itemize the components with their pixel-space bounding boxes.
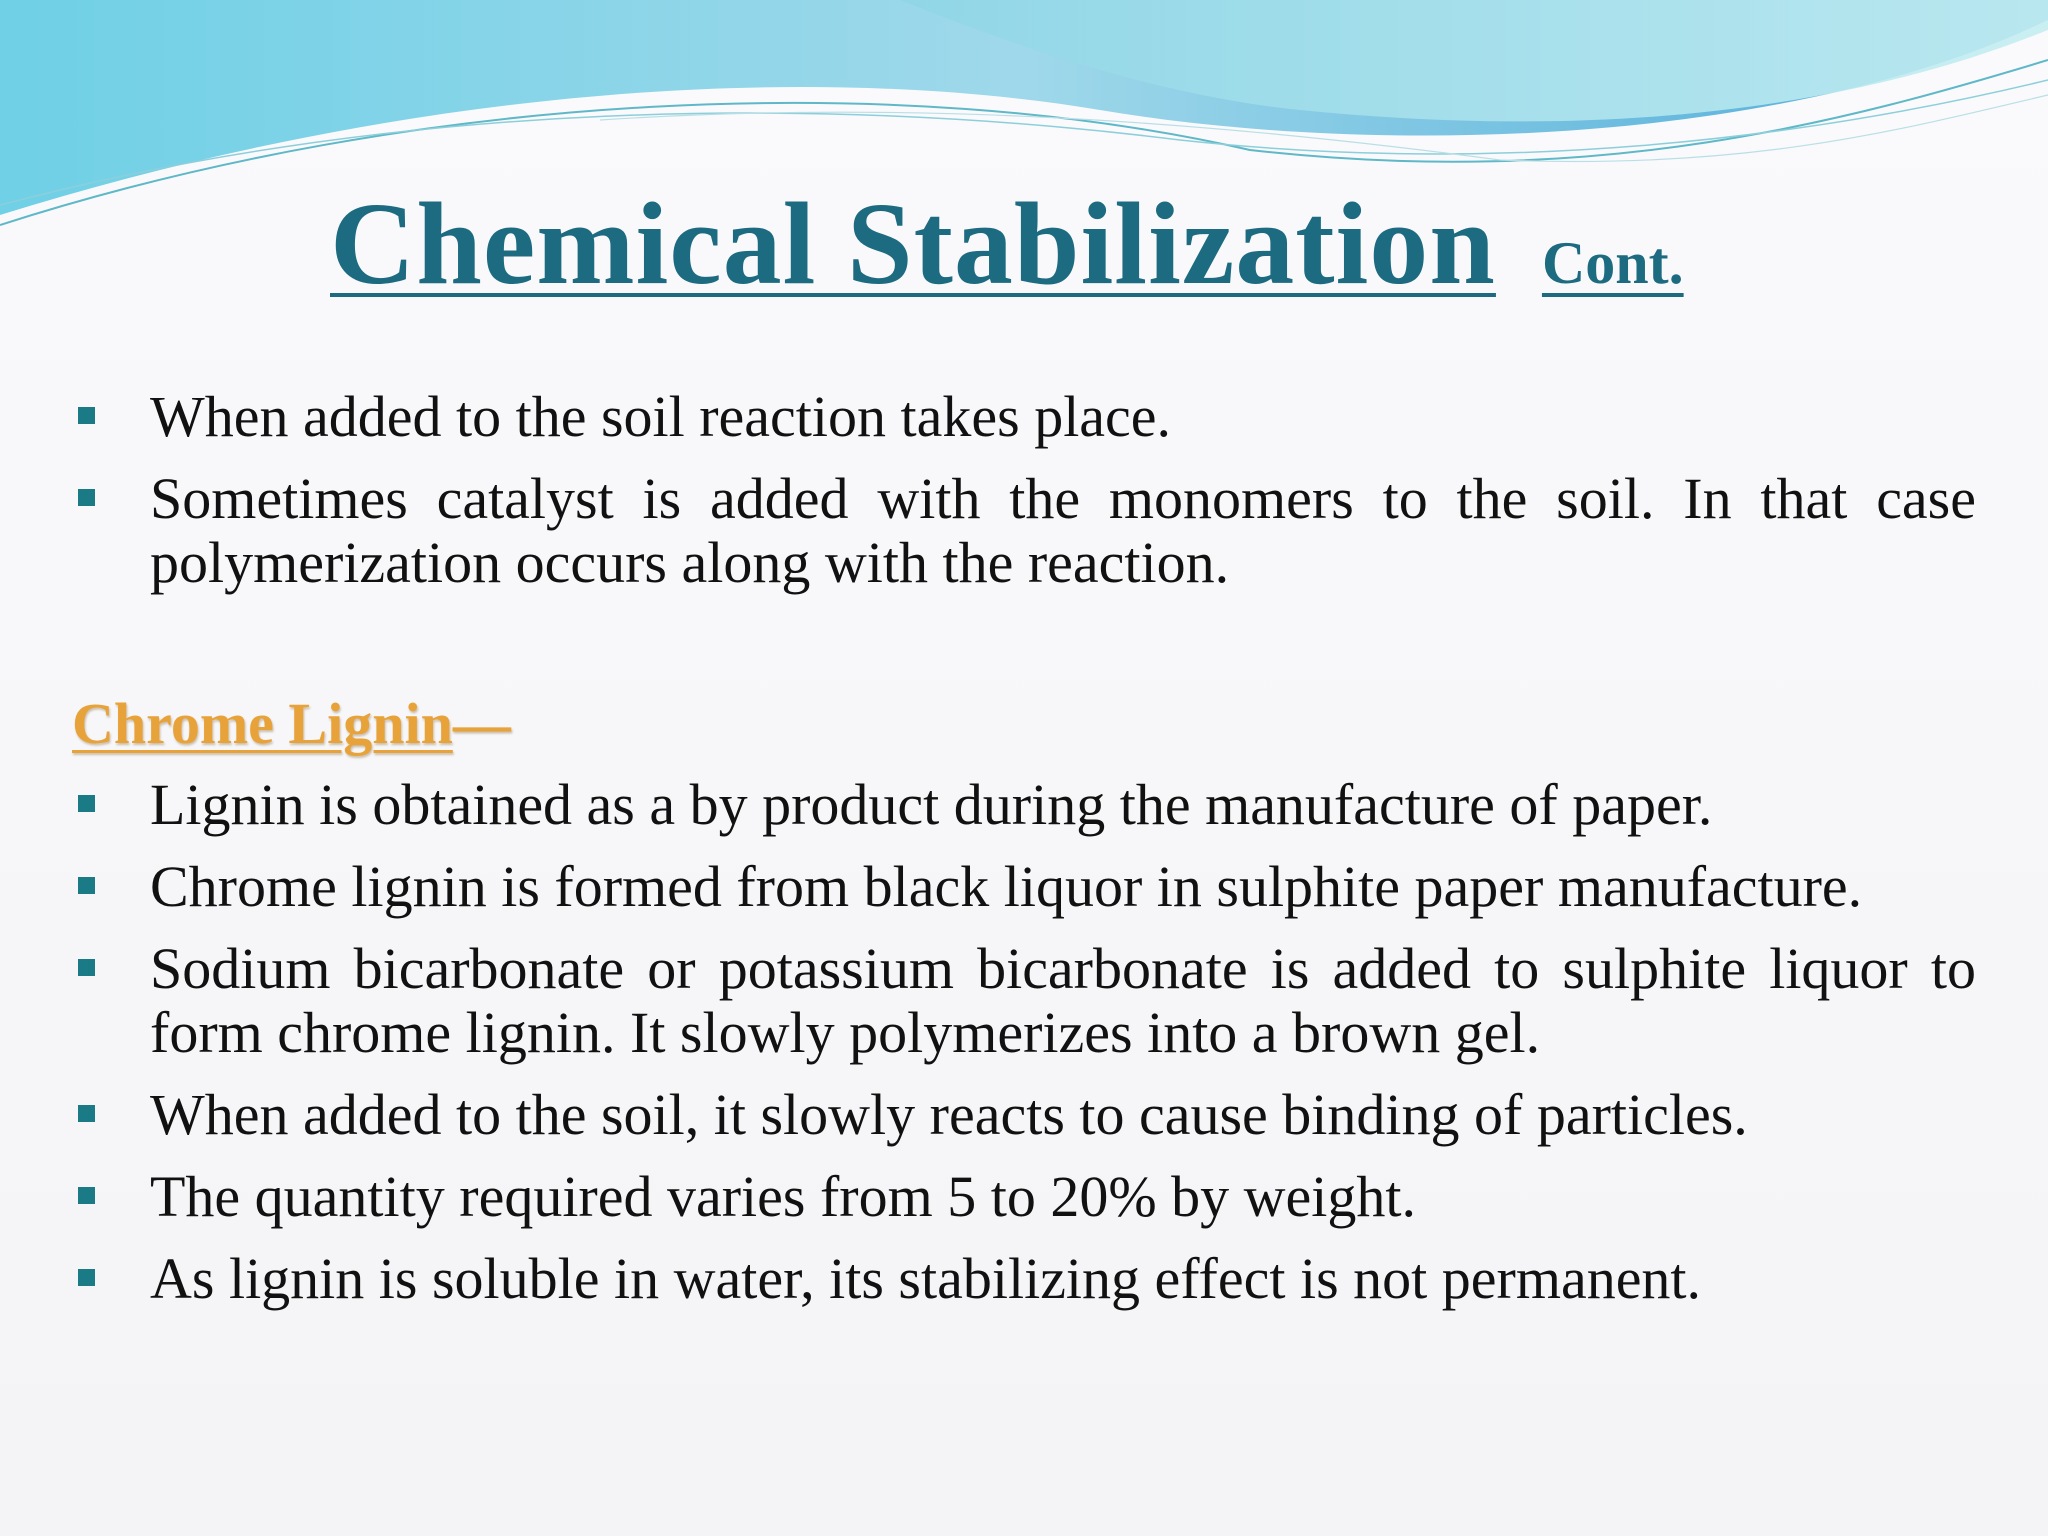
square-bullet-icon [78, 489, 95, 506]
bullet-text: Sodium bicarbonate or potassium bicarbonate is added to sulphite liquor to form chrome lignin. It slowly polymerizes into a brown gel. [150, 936, 1976, 1065]
list-item [72, 385, 1976, 449]
square-bullet-icon [78, 877, 95, 894]
list-item [72, 937, 1976, 1065]
intro-bullet-list [72, 385, 1976, 613]
square-bullet-icon [78, 407, 95, 424]
bullet-text: Sometimes catalyst is added with the monomers to the soil. In that case polymerization occurs along with the reaction. [150, 466, 1976, 595]
chrome-lignin-bullet-list [72, 773, 1976, 1329]
bullet-text: Lignin is obtained as a by product during the manufacture of paper. [150, 772, 1713, 837]
square-bullet-icon [78, 959, 95, 976]
square-bullet-icon [78, 795, 95, 812]
title-main: Chemical Stabilization [330, 178, 1496, 309]
bullet-text: Chrome lignin is formed from black liquor in sulphite paper manufacture. [150, 854, 1863, 919]
square-bullet-icon [78, 1269, 95, 1286]
list-item [72, 1247, 1976, 1311]
list-item [72, 1165, 1976, 1229]
bullet-text: As lignin is soluble in water, its stabilizing effect is not permanent. [150, 1246, 1702, 1311]
list-item [72, 773, 1976, 837]
square-bullet-icon [78, 1105, 95, 1122]
list-item [72, 467, 1976, 595]
bullet-text: When added to the soil reaction takes place. [150, 384, 1172, 449]
list-item [72, 855, 1976, 919]
section-heading [72, 692, 511, 756]
slide-title [330, 178, 1684, 309]
title-suffix: Cont. [1541, 230, 1684, 296]
section-heading-text: Chrome Lignin [72, 691, 453, 756]
bullet-text: When added to the soil, it slowly reacts to cause binding of particles. [150, 1082, 1748, 1147]
bullet-text: The quantity required varies from 5 to 20% by weight. [150, 1164, 1417, 1229]
list-item [72, 1083, 1976, 1147]
section-heading-dash: — [452, 691, 511, 756]
square-bullet-icon [78, 1187, 95, 1204]
